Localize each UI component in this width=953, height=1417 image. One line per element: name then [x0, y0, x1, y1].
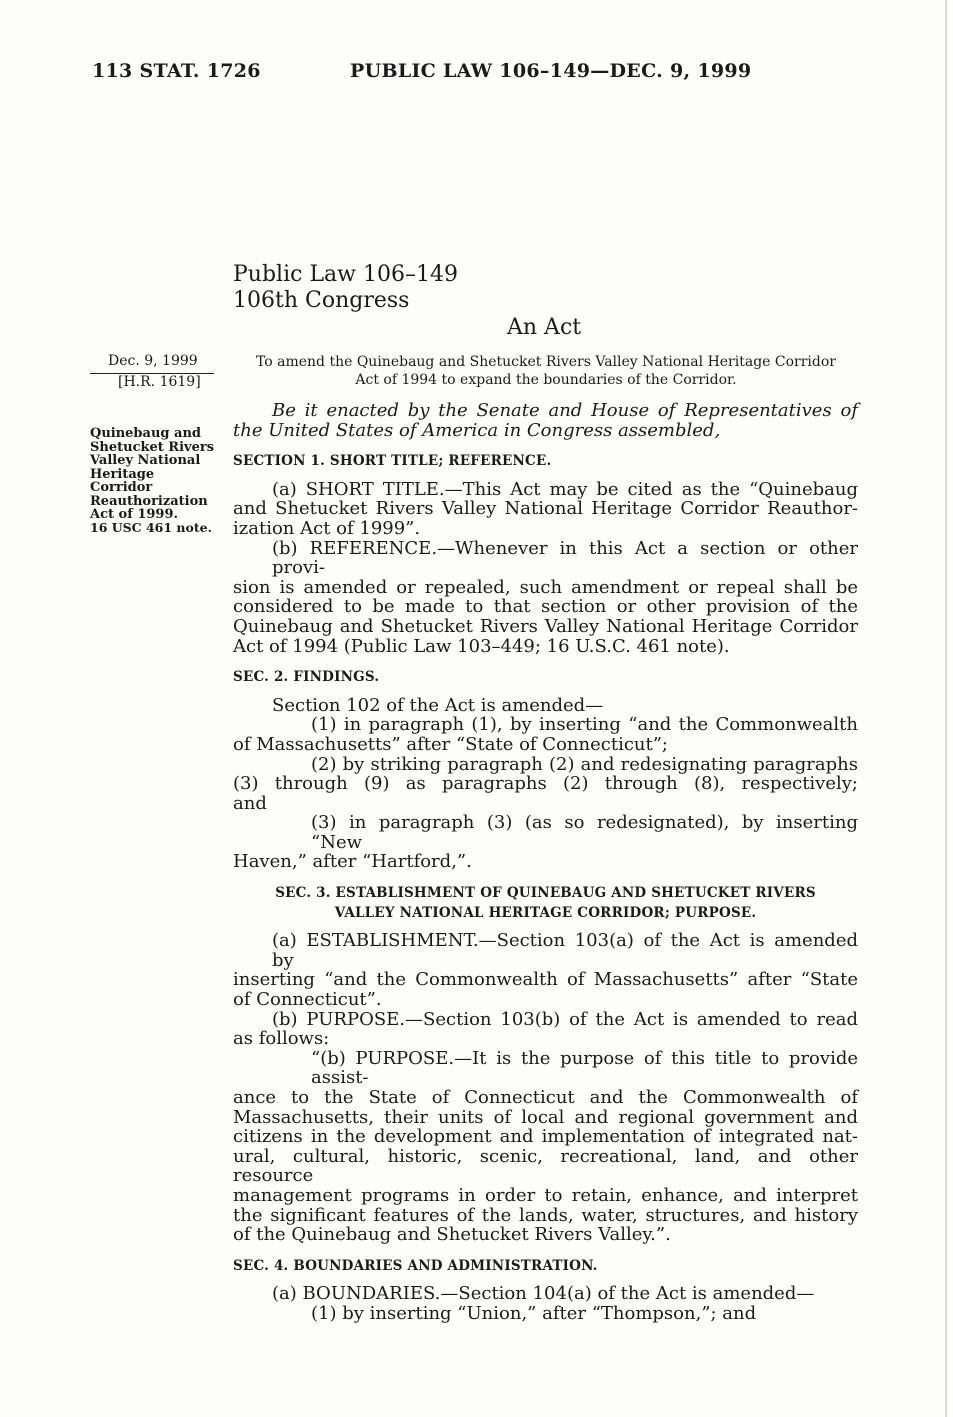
law-number: Public Law 106–149	[233, 262, 458, 287]
page-edge	[945, 0, 947, 1417]
text-line: citizens in the development and implementation of integrated nat-	[233, 1126, 858, 1148]
paragraph	[233, 931, 858, 1009]
section-heading	[233, 1257, 858, 1277]
text-line: management programs in order to retain, enhance, and interpret	[233, 1184, 858, 1206]
text-line: of Connecticut”.	[233, 989, 382, 1011]
text-line: Be it enacted by the Senate and House of Representatives of	[272, 400, 858, 421]
paragraph	[233, 1049, 858, 1245]
paragraph	[233, 1010, 858, 1049]
paragraph	[233, 1284, 858, 1304]
enacting-clause	[233, 401, 858, 440]
text-line: inserting “and the Commonwealth of Massachusetts” after “State	[233, 969, 858, 991]
text-line: Section 102 of the Act is amended—	[272, 694, 604, 716]
text-line: (b) REFERENCE.—Whenever in this Act a section or other provi-	[272, 537, 858, 579]
text-line: SEC. 3. ESTABLISHMENT OF QUINEBAUG AND SHETUCKET RIVERS	[275, 885, 816, 902]
running-header: PUBLIC LAW 106–149—DEC. 9, 1999	[350, 60, 752, 82]
text-line: (1) in paragraph (1), by inserting “and the Commonwealth	[311, 714, 858, 736]
text-line: sion is amended or repealed, such amendment or repeal shall be	[233, 576, 858, 598]
purpose-line: To amend the Quinebaug and Shetucket Rivers Valley National Heritage Corridor	[255, 354, 836, 370]
paragraph	[233, 755, 858, 814]
text-line: ization Act of 1999”.	[233, 517, 421, 539]
text-line: (a) SHORT TITLE.—This Act may be cited as the “Quinebaug	[272, 478, 858, 500]
text-line: and	[233, 792, 267, 814]
text-line: SEC. 2. FINDINGS.	[233, 669, 380, 686]
text-line: VALLEY NATIONAL HERITAGE CORRIDOR; PURPOSE.	[334, 904, 757, 921]
purpose-line: Act of 1994 to expand the boundaries of the Corridor.	[355, 372, 737, 388]
text-line: Act of 1994 (Public Law 103–449; 16 U.S.C. 461 note).	[233, 635, 730, 657]
short-title-note	[90, 427, 214, 522]
text-line: (a) BOUNDARIES.—Section 104(a) of the Act is amended—	[272, 1283, 815, 1305]
paragraph	[233, 696, 858, 716]
text-line: of Massachusetts” after “State of Connecticut”;	[233, 733, 668, 755]
text-line: (1) by inserting “Union,” after “Thompson,”; and	[311, 1302, 757, 1324]
text-line: the United States of America in Congress assembled,	[233, 419, 721, 441]
margin-note-line: Reauthorization	[90, 493, 208, 509]
congress: 106th Congress	[233, 288, 410, 313]
act-purpose	[246, 353, 846, 389]
text-line: (3) in paragraph (3) (as so redesignated), by inserting “New	[311, 812, 858, 853]
text-line: (a) ESTABLISHMENT.—Section 103(a) of the Act is amended by	[272, 930, 858, 971]
bill-number: [H.R. 1619]	[118, 374, 201, 390]
enacted-date: Dec. 9, 1999	[108, 353, 198, 369]
text-line: SEC. 4. BOUNDARIES AND ADMINISTRATION.	[233, 1257, 598, 1274]
text-line: Quinebaug and Shetucket Rivers Valley National Heritage Corridor	[233, 615, 858, 637]
section-heading	[233, 668, 858, 688]
text-line: (b) PURPOSE.—Section 103(b) of the Act is amended to read	[272, 1008, 858, 1030]
text-line: and Shetucket Rivers Valley National Heritage Corridor Reauthor-	[233, 498, 858, 520]
text-line: SECTION 1. SHORT TITLE; REFERENCE.	[233, 453, 552, 470]
margin-note-line: Valley National	[90, 453, 201, 468]
margin-note-line: Heritage	[90, 466, 155, 482]
act-title: An Act	[507, 315, 582, 340]
paragraph	[233, 813, 858, 872]
text-line: (3) through (9) as paragraphs (2) through (8), respectively;	[233, 773, 858, 795]
text-line: “(b) PURPOSE.—It is the purpose of this title to provide assist-	[311, 1047, 858, 1089]
margin-note-line: Shetucket Rivers	[90, 439, 215, 455]
stat-citation: 113 STAT. 1726	[92, 60, 261, 82]
usc-note: 16 USC 461 note.	[90, 520, 212, 535]
text-line: considered to be made to that section or other provision of the	[233, 596, 858, 618]
section-heading	[233, 452, 858, 472]
paragraph	[233, 539, 858, 657]
text-line: ural, cultural, historic, scenic, recreational, land, and other resource	[233, 1145, 858, 1187]
margin-note-line: Act of 1999.	[90, 507, 179, 522]
paragraph	[233, 1304, 858, 1324]
text-line: of the Quinebaug and Shetucket Rivers Valley.”.	[233, 1224, 671, 1246]
text-line: (2) by striking paragraph (2) and redesignating paragraphs	[311, 753, 858, 775]
paragraph	[233, 715, 858, 754]
text-line: Massachusetts, their units of local and regional government and	[233, 1106, 858, 1128]
margin-note-line: Quinebaug and	[90, 426, 201, 441]
act-body	[233, 401, 858, 1324]
text-line: as follows:	[233, 1028, 330, 1050]
text-line: Haven,” after “Hartford,”.	[233, 851, 472, 873]
paragraph	[233, 480, 858, 539]
margin-note-line: Corridor	[90, 480, 153, 495]
section-heading	[233, 884, 858, 923]
text-line: the significant features of the lands, water, structures, and history	[233, 1204, 858, 1226]
text-line: ance to the State of Connecticut and the Commonwealth of	[233, 1087, 858, 1108]
